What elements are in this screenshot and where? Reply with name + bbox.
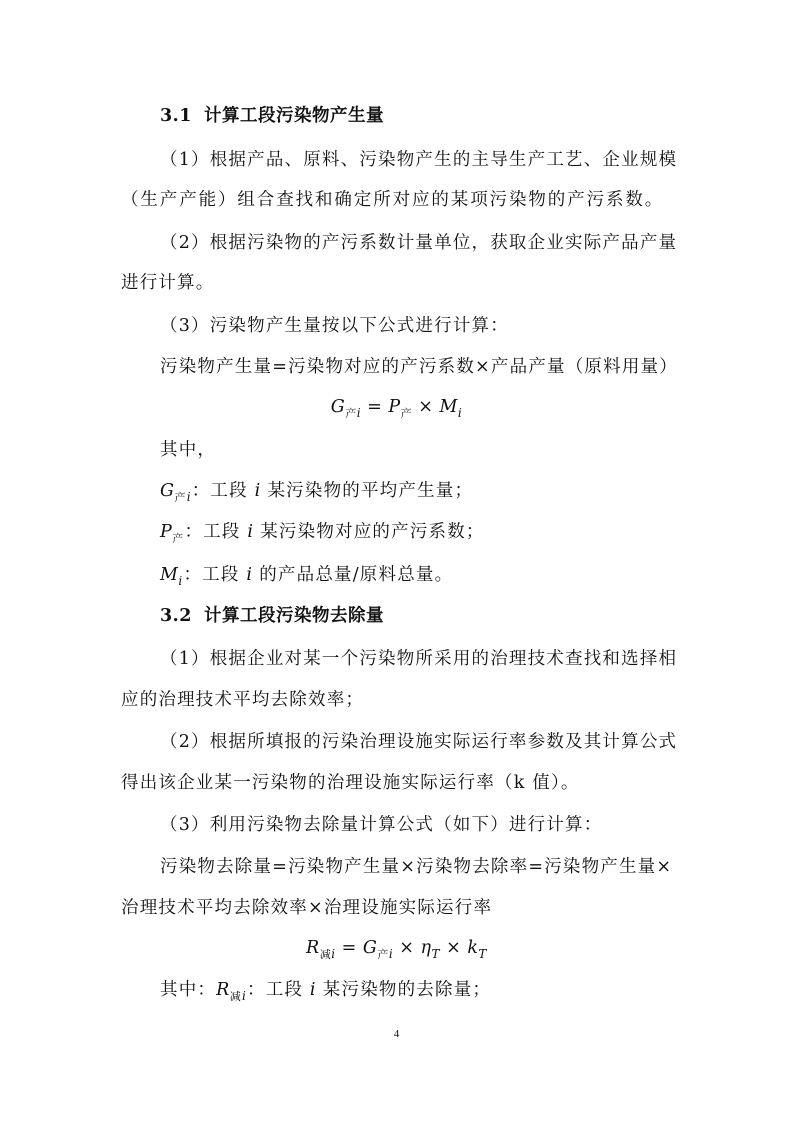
paragraph-line: （生产产能）组合查找和确定所对应的某项污染物的产污系数。 xyxy=(121,190,665,210)
formula-symbol: G xyxy=(362,938,378,958)
formula-subscript: 产 xyxy=(174,491,187,504)
section-title: 计算工段污染物去除量 xyxy=(203,606,384,626)
paragraph-line: （1）根据企业对某一个污染物所采用的治理技术查找和选择相 xyxy=(160,649,678,669)
section-title: 计算工段污染物产生量 xyxy=(203,106,384,126)
definition-text: 某污染物对应的产污系数； xyxy=(253,522,485,542)
formula-operator: = xyxy=(335,938,363,958)
formula-subscript: i xyxy=(186,490,192,504)
formula-subscript: 产 xyxy=(377,948,389,961)
paragraph-line: 应的治理技术平均去除效率； xyxy=(121,690,365,710)
formula-symbol: P xyxy=(388,397,401,417)
formula-symbol: η xyxy=(420,938,432,958)
definition-text: 某污染物的平均产生量； xyxy=(260,481,474,501)
formula-text: 污染物去除量=污染物产生量×污染物去除率=污染物产生量× xyxy=(160,857,673,877)
formula-symbol: i xyxy=(246,565,253,585)
paragraph-line: （2）根据污染物的产污系数计量单位，获取企业实际产品产量 xyxy=(160,233,678,253)
formula-subscript: i xyxy=(242,989,248,1003)
formula-symbol: R xyxy=(306,938,320,958)
section-heading-3-2 xyxy=(160,604,678,628)
definition-p xyxy=(160,520,678,546)
page-number: 4 xyxy=(393,1028,400,1040)
section-heading-3-1 xyxy=(160,104,678,128)
formula-subscript: T xyxy=(431,947,441,961)
formula-operator: × xyxy=(393,938,421,958)
formula-subscript: i xyxy=(356,406,362,420)
definition-text: 的产品总量/原料总量。 xyxy=(252,565,454,585)
formula-symbol: M xyxy=(160,565,179,585)
definition-text: ：工段 xyxy=(183,565,247,585)
formula-subscript: 产 xyxy=(400,407,413,420)
paragraph-line: （3）利用污染物去除量计算公式（如下）进行计算： xyxy=(160,815,603,835)
where-label: 其中， xyxy=(160,440,217,460)
formula-text: 污染物产生量=污染物对应的产污系数×产品产量（原料用量） xyxy=(160,357,678,377)
section-number: 3.1 xyxy=(160,106,192,126)
formula-symbol: G xyxy=(330,397,346,417)
formula-removal xyxy=(0,936,793,962)
paragraph-line: （2）根据所填报的污染治理设施实际运行率参数及其计算公式 xyxy=(160,732,678,752)
formula-subscript: T xyxy=(478,947,487,961)
definition-text: ：工段 xyxy=(191,481,255,501)
formula-subscript: 减 xyxy=(319,948,332,961)
formula-symbol: G xyxy=(160,481,175,501)
formula-subscript: i xyxy=(457,406,463,420)
paragraph-line: 得出该企业某一污染物的治理设施实际运行率（k 值）。 xyxy=(121,773,580,793)
formula-symbol: P xyxy=(160,522,173,542)
formula-operator: × xyxy=(412,397,440,417)
definition-g xyxy=(160,479,678,505)
paragraph-line: （3）污染物产生量按以下公式进行计算： xyxy=(160,316,509,336)
formula-symbol: k xyxy=(467,938,479,958)
definition-text: ：工段 xyxy=(184,522,248,542)
definition-r xyxy=(160,978,678,1004)
formula-symbol: i xyxy=(254,481,261,501)
paragraph-line: 进行计算。 xyxy=(121,273,215,293)
formula-production xyxy=(0,395,793,421)
formula-text: 治理技术平均去除效率×治理设施实际运行率 xyxy=(121,898,493,918)
formula-operator: × xyxy=(440,938,468,958)
section-number: 3.2 xyxy=(160,606,192,626)
where-label: 其中： xyxy=(160,980,217,1000)
formula-subscript: 产 xyxy=(172,532,185,545)
paragraph-line: （1）根据产品、原料、污染物产生的主导生产工艺、企业规模 xyxy=(160,150,678,170)
formula-subscript: 减 xyxy=(229,990,242,1003)
formula-subscript: 产 xyxy=(345,407,357,420)
formula-symbol: R xyxy=(216,980,230,1000)
formula-subscript: i xyxy=(331,947,336,961)
definition-text: 某污染物的去除量； xyxy=(316,980,492,1000)
formula-subscript: i xyxy=(178,574,184,588)
formula-symbol: M xyxy=(439,397,458,417)
definition-m xyxy=(160,563,678,588)
formula-operator: = xyxy=(361,397,389,417)
formula-symbol: i xyxy=(309,980,317,1000)
formula-subscript: i xyxy=(388,947,394,961)
definition-text: ：工段 xyxy=(247,980,310,1000)
formula-symbol: i xyxy=(247,522,254,542)
